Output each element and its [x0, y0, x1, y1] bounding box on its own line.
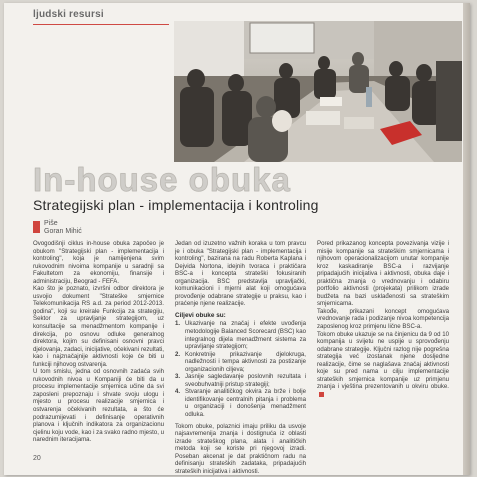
list-text: Ukazivanje na značaj i efekte uvođenja metodologije Balanced Scorecard (BSC) kao integralnog dijela menadžment sistema za upravljanje strategijom;: [185, 320, 306, 351]
paragraph: Pored prikazanog koncepta povezivanja vizije i misije kompanije sa strateškim smjernicama i njihovom operacionalizacijom unutar kompanije kroz kaskadiranje BSC-a i razvijanje pripadajućih inicijativa i aktivnosti, obuka daje i praktična znanja o vrednovanju i odabiru portfolio aktivnosti (projekata) prilikom izrade budžeta na bazi usklađenosti sa strateškim smjernicama.: [317, 240, 449, 308]
list-text: Jasnije sagledavanje poslovnih rezultata i sveobuhvatniji pristup strategiji;: [185, 373, 306, 388]
end-of-article-mark: [319, 392, 324, 397]
author-marker: [33, 221, 40, 233]
article-subtitle: Strategijski plan - implementacija i kontroling: [33, 197, 319, 213]
page-spine: [463, 3, 470, 475]
paragraph: Kao što je poznato, izvršni odbor direktora je usvojio dokument "Strateške smjernice Telekomunikacija RS a.d. za period 2012-2013. godina", koji su kreirale Funkcija za strategiju, Sektor za upravljanje strategijom, uz konsultacije sa menadžmentom kompanije i direkcija, po osnovu odluke generalnog direktora, kojim su definisani osnovni pravci djelovanja, zadaci, inicijative, očekivani rezultati, kao i najznačajnije aktivnosti koje će biti u funkciji njihovog ostvarenja.: [33, 285, 164, 368]
section-label: ljudski resursi: [33, 9, 104, 20]
paragraph-text: Tokom obuke ukazuje se na činjenicu da 9 od 10 kompanija u svijetu ne uspije u sprovođenju odabrane strategije. Ključni razlog nije pogrešna strategija već izostanak njene dosljedne realizacije, čime se naglašava značaj aktivnosti koje su pred nama u cilju implementacije strateških smjernica kompanije uz primjenu znanja i vještina prezentovanih u okviru obuke.: [317, 330, 449, 391]
page-number: 20: [33, 455, 41, 462]
list-number: 2.: [175, 350, 181, 358]
paragraph: [317, 331, 449, 399]
list-text: Konkretnije prikazivanje djelokruga, nadležnosti i tempa aktivnosti za postizanje organizacionih ciljeva;: [185, 350, 306, 373]
column-2: [175, 240, 306, 475]
list-item: [175, 351, 306, 374]
training-photo: [174, 21, 462, 162]
list-item: [175, 320, 306, 350]
list-number: 4.: [175, 388, 181, 396]
author-label: Piše: [44, 220, 58, 227]
article-headline: In-house obuka: [33, 161, 291, 198]
goals-list: [175, 320, 306, 418]
paragraph: U tom smislu, jedna od osnovnih zadaća svih rukovodnih nivoa u Kompaniji će biti da u procesu implementacije smjernica učine da svi zaposleni prepoznaju i shvate svoju ulogu i mjesto u procesu realizacije smjernica i ostvarenja očekivanih rezultata, a što će podrazumijevati i definisanje operativnih planova i ključnih indikatora za organizacionu cjelinu koju vode, kao i za svako radno mjesto, u narednim iteracijama.: [33, 368, 164, 444]
list-text: Stvaranje analitičkog okvira za brže i bolje identifikovanje centralnih pitanja i problema u organizaciji i donošenja menadžment odluka.: [185, 388, 306, 419]
paragraph: Ovogodišnji ciklus in-house obuka započeo je obukom "Strategijski plan - implementacija i kontroling", koja je namijenjena svim rukovodnim nivoima kompanije u saradnji sa Fakultetom za ekonomiju, finansije i administraciju, Beograd - FEFA.: [33, 240, 164, 285]
magazine-page: [4, 3, 470, 475]
list-number: 3.: [175, 373, 181, 381]
paragraph: Tokom obuke, polaznici imaju priliku da usvoje najsavremenija znanja i dostignuća iz oblasti izrade strateškog plana, alata i analitičkih metoda koji se koriste pri njegovoj izradi. Poseban akcenat je dat praktičnom radu na definisanju strateških zadataka, pripadajućih strateških inicijativa i aktivnosti.: [175, 422, 306, 475]
column-3: [317, 240, 449, 398]
paragraph: Jedan od izuzetno važnih koraka u tom pravcu je i obuka "Strategijski plan - implementacija i kontroling", bazirana na radu Roberta Kaplana i Dejvida Nortona, idejnih tvoraca i praktičara BSC-a i koncepta strateški fokusiranih organizacija. BSC predstavlja upravljački, komunikacioni i mjerni alat koji omogućava provođenje odabrane strategije u praksu, kao i praćenje njene realizacije.: [175, 240, 306, 308]
author-name: Goran Mihić: [44, 228, 82, 235]
section-rule: [33, 24, 169, 25]
list-item: [175, 388, 306, 418]
column-1: [33, 240, 164, 444]
paragraph: Takođe, prikazani koncept omogućava vrednovanje rada i podizanje nivoa kompetencija zaposlenog kroz primjenu lične BSC-a.: [317, 307, 449, 331]
list-number: 1.: [175, 320, 181, 328]
goals-heading: Ciljevi obuke su:: [175, 311, 226, 319]
list-item: [175, 373, 306, 388]
